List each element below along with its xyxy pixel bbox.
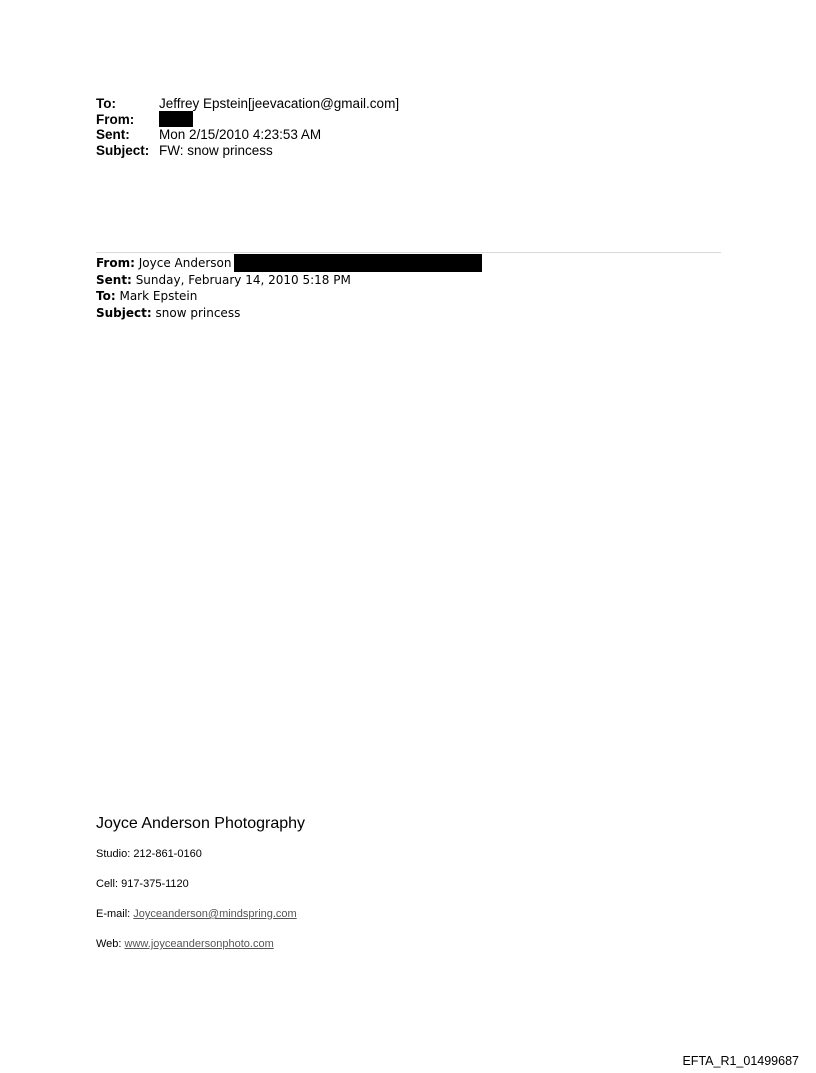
fwd-sent-label: Sent:	[96, 272, 132, 287]
from-row	[96, 112, 399, 128]
sent-row	[96, 127, 399, 143]
subject-value: FW: snow princess	[159, 142, 273, 158]
fwd-sent-row	[96, 272, 482, 289]
signature-name: Joyce Anderson Photography	[96, 815, 306, 832]
studio-label: Studio:	[96, 848, 131, 860]
to-row	[96, 96, 399, 112]
sent-value: Mon 2/15/2010 4:23:53 AM	[159, 127, 322, 142]
fwd-sent-value: Sunday, February 14, 2010 5:18 PM	[135, 272, 351, 287]
email-line	[96, 908, 305, 921]
redaction-box	[234, 254, 482, 272]
web-link[interactable]: www.joyceandersonphoto.com	[124, 938, 274, 950]
document-id: EFTA_R1_01499687	[682, 1054, 799, 1068]
studio-value: 212-861-0160	[133, 848, 202, 860]
fwd-from-value: Joyce Anderson	[138, 256, 232, 270]
web-line	[96, 938, 305, 951]
fwd-from-row	[96, 255, 482, 272]
web-label: Web:	[96, 938, 122, 950]
from-label: From:	[96, 111, 135, 127]
forwarded-header	[96, 255, 482, 321]
studio-line	[96, 848, 305, 861]
fwd-to-value: Mark Epstein	[119, 289, 198, 303]
cell-value: 917-375-1120	[121, 878, 189, 890]
fwd-to-row	[96, 288, 482, 305]
fwd-to-label: To:	[96, 289, 116, 303]
fwd-subject-row	[96, 305, 482, 322]
from-value	[159, 112, 193, 128]
cell-label: Cell:	[96, 878, 119, 890]
cell-line	[96, 878, 305, 891]
email-link[interactable]: Joyceanderson@mindspring.com	[133, 908, 297, 920]
to-label: To:	[96, 96, 116, 111]
fwd-from-label: From:	[96, 256, 135, 270]
subject-label: Subject:	[96, 142, 150, 158]
signature	[96, 814, 305, 968]
to-value: Jeffrey Epstein[jeevacation@gmail.com]	[159, 96, 400, 111]
email-header	[96, 96, 399, 158]
divider	[96, 252, 721, 253]
fwd-subject-label: Subject:	[96, 305, 152, 320]
redaction-box	[159, 111, 193, 127]
sent-label: Sent:	[96, 127, 130, 142]
fwd-subject-value: snow princess	[155, 305, 241, 320]
email-label: E-mail:	[96, 908, 131, 920]
subject-row	[96, 143, 399, 159]
